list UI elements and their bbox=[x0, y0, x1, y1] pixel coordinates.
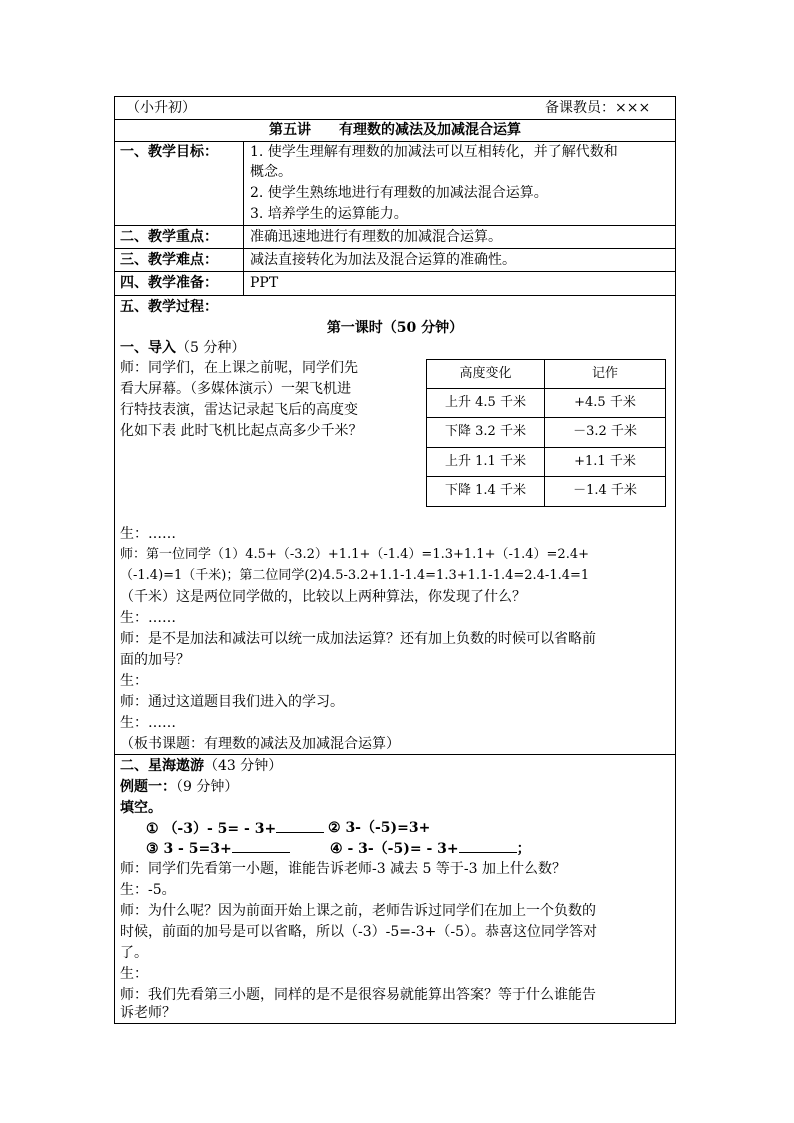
intro-heading-bold: 一、导入 bbox=[120, 340, 176, 356]
example-heading-bold: 例题一： bbox=[120, 779, 176, 795]
objectives-label: 一、教学目标： bbox=[120, 144, 218, 160]
exercise-suffix: ； bbox=[516, 841, 531, 857]
row-divider bbox=[114, 754, 676, 755]
intro-line: 行特技表演，雷达记录起飞后的高度变 bbox=[120, 402, 358, 418]
table-header: 记作 bbox=[591, 366, 618, 381]
intro-line: 师：同学们，在上课之前呢，同学们先 bbox=[120, 360, 358, 376]
key-point-label: 二、教学重点： bbox=[120, 229, 218, 245]
objective-line: 2. 使学生熟练地进行有理数的加减法混合运算。 bbox=[250, 185, 548, 201]
table-row-divider bbox=[427, 388, 665, 389]
dialogue-line: 生： bbox=[120, 673, 148, 689]
dialogue-line: 生：…… bbox=[120, 526, 176, 542]
altitude-table bbox=[426, 359, 666, 507]
table-cell: 上升 1.1 千米 bbox=[445, 454, 526, 469]
exercise-3 bbox=[146, 838, 290, 859]
table-row-divider bbox=[427, 447, 665, 448]
lesson-period-bold: 第一课时（50 分钟） bbox=[326, 320, 464, 336]
row-divider bbox=[114, 248, 676, 249]
table-header: 高度变化 bbox=[459, 366, 512, 381]
dialogue-line: （板书课题：有理数的减法及加减混合运算） bbox=[120, 736, 400, 752]
dialogue2-line: 时候，前面的加号是可以省略，所以（-3）-5=-3+（-5）。恭喜这位同学答对 bbox=[120, 924, 598, 940]
exercise-text: （-3）- 5= - 3+ bbox=[163, 821, 277, 837]
table-cell: 下降 3.2 千米 bbox=[445, 424, 526, 439]
fill-in-label: 填空。 bbox=[120, 800, 162, 816]
exercise-4 bbox=[330, 838, 531, 859]
dialogue-line: 师：第一位同学（1）4.5+（-3.2）+1.1+（-1.4）=1.3+1.1+（-1.4）=2.4+ bbox=[120, 547, 589, 562]
exercise-text: 3 - 5=3+ bbox=[163, 841, 232, 857]
section2-heading bbox=[120, 756, 282, 776]
dialogue-line: 面的加号？ bbox=[120, 652, 190, 668]
exercise-2 bbox=[328, 818, 430, 838]
exercise-text: - 3-（-5)= - 3+ bbox=[347, 841, 459, 857]
difficulty-label: 三、教学难点： bbox=[120, 252, 218, 268]
dialogue-line: （千米）这是两位同学做的，比较以上两种算法，你发现了什么？ bbox=[120, 589, 526, 605]
exercise-number: ③ bbox=[146, 841, 159, 857]
row-divider bbox=[114, 225, 676, 226]
exercise-number: ④ bbox=[330, 841, 343, 857]
lesson-period-title bbox=[114, 318, 676, 338]
intro-line: 化如下表 此时飞机比起点高多少千米？ bbox=[120, 423, 363, 439]
table-cell: +1.1 千米 bbox=[574, 454, 636, 469]
answer-blank bbox=[232, 838, 290, 853]
preparation-value: PPT bbox=[250, 275, 279, 291]
answer-blank bbox=[276, 818, 324, 833]
intro-heading bbox=[120, 338, 245, 358]
table-cell: －3.2 千米 bbox=[573, 424, 637, 439]
exercise-number: ② bbox=[328, 820, 341, 836]
exercise-1 bbox=[146, 818, 324, 839]
table-row-divider bbox=[427, 417, 665, 418]
dialogue2-line: 生： bbox=[120, 966, 148, 982]
dialogue2-line: 师：为什么呢？因为前面开始上课之前，老师告诉过同学们在加上一个负数的 bbox=[120, 903, 596, 919]
answer-blank bbox=[459, 838, 517, 853]
column-divider bbox=[243, 141, 244, 295]
example-heading bbox=[120, 777, 238, 797]
table-cell: －1.4 千米 bbox=[573, 483, 637, 498]
process-label: 五、教学过程： bbox=[120, 299, 218, 315]
lesson-title: 第五讲 有理数的减法及加减混合运算 bbox=[269, 122, 521, 138]
dialogue2-line: 了。 bbox=[120, 945, 148, 961]
objective-line: 概念。 bbox=[250, 164, 292, 180]
table-cell: +4.5 千米 bbox=[574, 395, 636, 410]
objective-line: 3. 培养学生的运算能力。 bbox=[250, 206, 408, 222]
teacher-label: 备课教员：××× bbox=[545, 100, 651, 116]
objective-line: 1. 使学生理解有理数的加减法可以互相转化，并了解代数和 bbox=[250, 144, 618, 160]
intro-heading-duration: （5 分种） bbox=[176, 340, 246, 356]
table-cell: 下降 1.4 千米 bbox=[445, 483, 526, 498]
preparation-label: 四、教学准备： bbox=[120, 275, 218, 291]
section2-heading-bold: 二、星海遨游 bbox=[120, 758, 204, 774]
row-divider bbox=[114, 271, 676, 272]
dialogue-line: 生：…… bbox=[120, 610, 176, 626]
dialogue2-line: 生：-5。 bbox=[120, 882, 176, 898]
row-divider bbox=[114, 295, 676, 296]
section2-heading-duration: （43 分钟） bbox=[204, 758, 283, 774]
dialogue2-line: 师：我们先看第三小题，同样的是不是很容易就能算出答案？等于什么谁能告 bbox=[120, 987, 596, 1003]
dialogue-line: 生：…… bbox=[120, 715, 176, 731]
difficulty-value: 减法直接转化为加法及混合运算的准确性。 bbox=[250, 252, 516, 268]
key-point-value: 准确迅速地进行有理数的加减混合运算。 bbox=[250, 229, 502, 245]
grade-label: （小升初） bbox=[126, 100, 196, 116]
dialogue2-line: 师：同学们先看第一小题，谁能告诉老师-3 减去 5 等于-3 加上什么数？ bbox=[120, 861, 566, 877]
dialogue-line: （-1.4)=1（千米)；第二位同学(2)4.5-3.2+1.1-1.4=1.3+1.1-1.4=2.4-1.4=1 bbox=[120, 568, 590, 583]
intro-line: 看大屏幕。（多媒体演示）一架飞机进 bbox=[120, 381, 351, 397]
table-cell: 上升 4.5 千米 bbox=[445, 395, 526, 410]
example-heading-duration: （9 分钟） bbox=[176, 779, 239, 795]
table-row-divider bbox=[427, 476, 665, 477]
dialogue2-line: 诉老师？ bbox=[120, 1005, 176, 1021]
exercise-text: 3-（-5)=3+ bbox=[345, 820, 431, 836]
dialogue-line: 师：是不是加法和减法可以统一成加法运算？还有加上负数的时候可以省略前 bbox=[120, 631, 596, 647]
exercise-number: ① bbox=[146, 821, 159, 837]
dialogue-line: 师：通过这道题目我们进入的学习。 bbox=[120, 694, 344, 710]
